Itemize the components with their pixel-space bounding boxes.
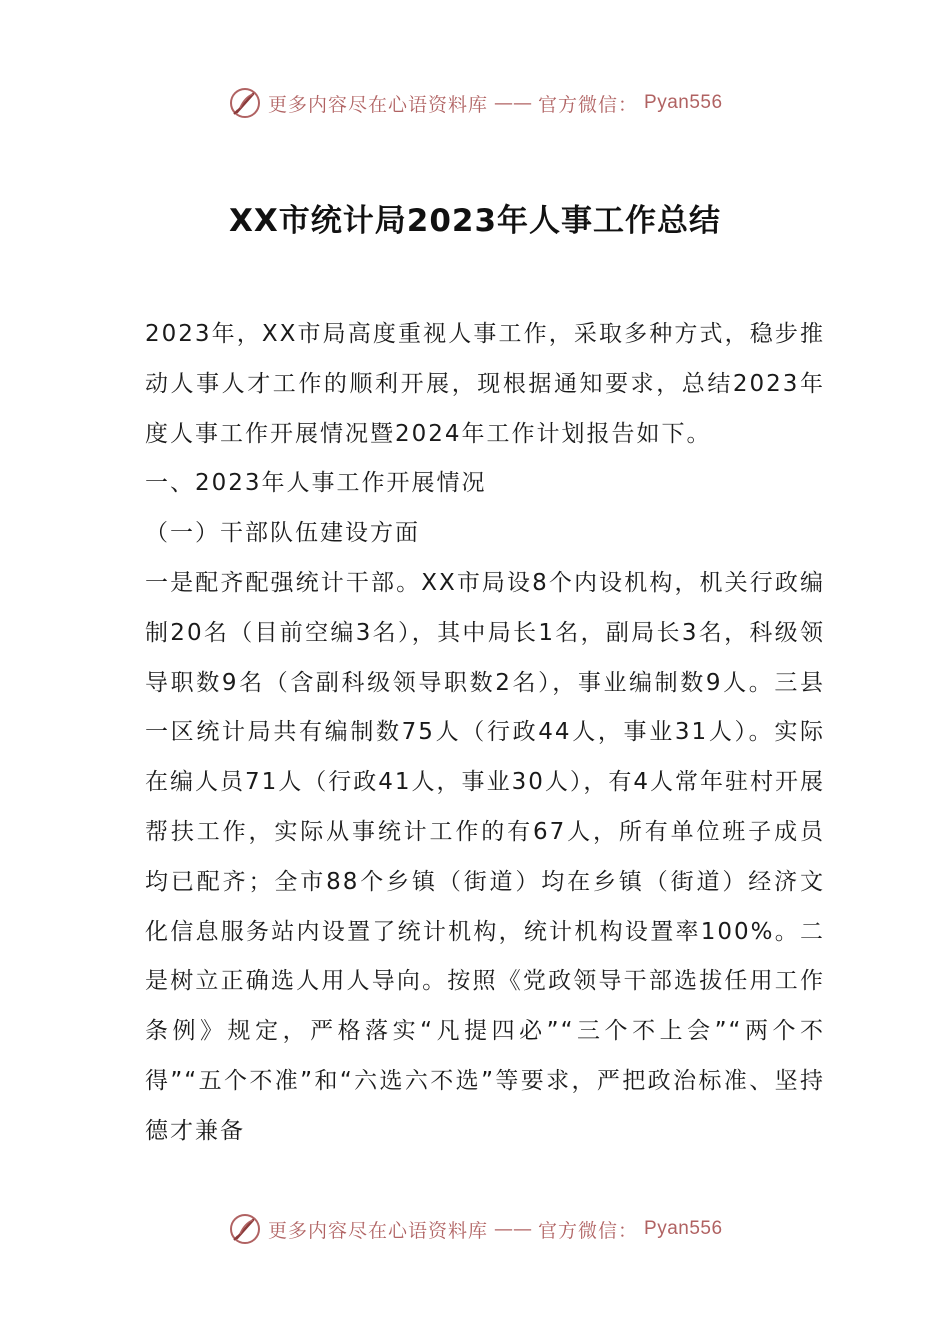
body-paragraph: 一是配齐配强统计干部。XX市局设8个内设机构，机关行政编制20名（目前空编3名），其中局长1名，副局长3名，科级领导职数9名（含副科级领导职数2名），事业编制数9人。三县一区统计局共有编制数75人（行政44人，事业31人）。实际在编人员71人（行政41人，事业30人），有4人常年驻村开展帮扶工作，实际从事统计工作的有67人，所有单位班子成员均已配齐；全市88个乡镇（街道）均在乡镇（街道）经济文化信息服务站内设置了统计机构，统计机构设置率100%。二是树立正确选人用人导向。按照《党政领导干部选拔任用工作条例》规定，严格落实“凡提四必”“三个不上会”“两个不得”“五个不准”和“六选六不选”等要求，严把政治标准、坚持德才兼备	[145, 569, 825, 1144]
watermark-id: Pyan556	[644, 92, 723, 113]
intro-paragraph: 2023年，XX市局高度重视人事工作，采取多种方式，稳步推动人事人才工作的顺利开展，现根据通知要求，总结2023年度人事工作开展情况暨2024年工作计划报告如下。	[145, 321, 825, 447]
document-title: XX市统计局2023年人事工作总结	[228, 202, 722, 239]
quill-logo-icon	[228, 86, 262, 120]
watermark-id: Pyan556	[644, 1218, 723, 1239]
watermark-text: 更多内容尽在心语资料库	[268, 93, 489, 116]
watermark-separator: ——	[494, 92, 533, 114]
watermark-separator: ——	[494, 1218, 533, 1240]
watermark-footer	[228, 1212, 723, 1246]
watermark-header	[228, 86, 723, 120]
subsection-heading: （一）干部队伍建设方面	[145, 520, 420, 547]
watermark-official: 官方微信：	[538, 1219, 639, 1242]
watermark-official: 官方微信：	[538, 93, 639, 116]
watermark-text: 更多内容尽在心语资料库	[268, 1219, 489, 1242]
quill-logo-icon	[228, 1212, 262, 1246]
document-body	[145, 310, 825, 1157]
section-heading: 一、2023年人事工作开展情况	[145, 470, 487, 497]
